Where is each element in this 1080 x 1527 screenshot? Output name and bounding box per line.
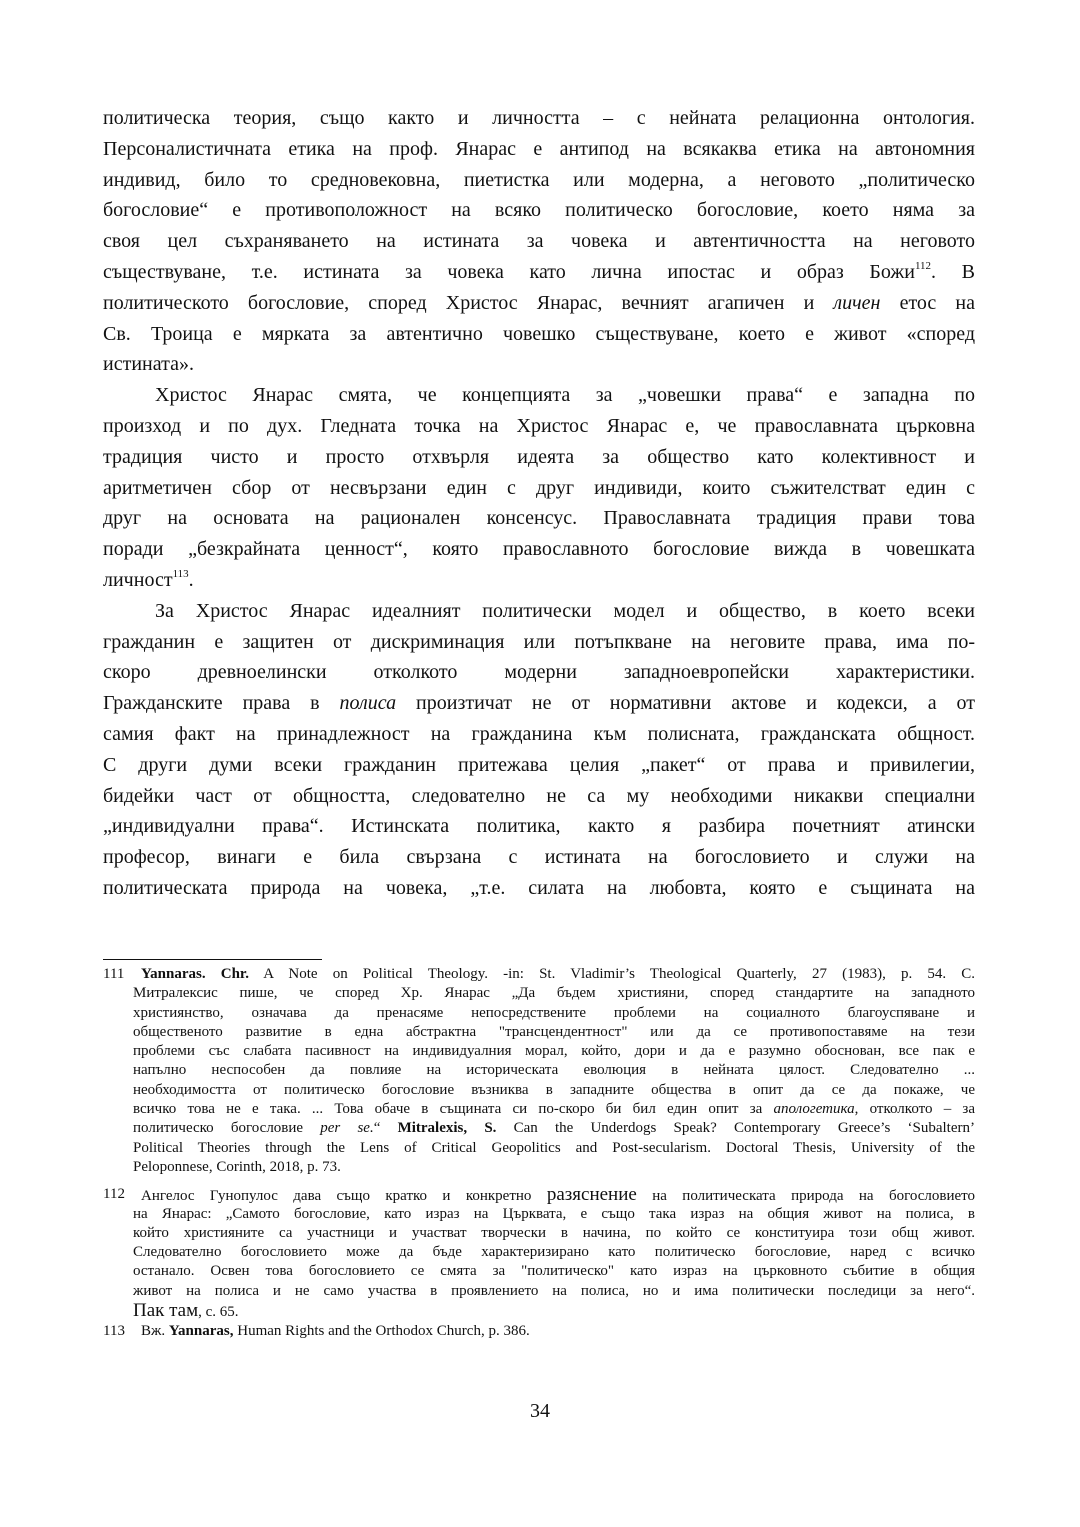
text-line (133, 984, 975, 1003)
text-segment: професор, винаги е била свързана с истината на богословието и служи на (103, 846, 975, 869)
text-line (133, 965, 975, 984)
text-segment: своя цел съхраняването на истината за човека и автентичността на неговото (103, 230, 975, 253)
text-segment: Следователно богословието може да бъде характеризирано като политическо богословие, наред с всичко (133, 1244, 975, 1261)
footnote (103, 1185, 975, 1320)
text-segment: Can the Underdogs Speak? Contemporary Greece’s ‘Subaltern’ (496, 1120, 975, 1137)
text-line (103, 319, 975, 350)
text-segment: богословие“ е противоположност на всяко политическо богословие, което няма за (103, 199, 975, 222)
text-line (133, 1224, 975, 1243)
text-line (103, 257, 975, 288)
text-segment: Political Theories through the Lens of Critical Geopolitics and Post-secularism. Doctoral Thesis, University of the (133, 1139, 975, 1156)
paragraph (103, 596, 975, 904)
text-segment: традиция чисто и просто отхвърля идеята за общество като колективност и (103, 445, 975, 468)
text-line (133, 1205, 975, 1224)
text-segment: самия факт на принадлежност на гражданина към полисната, гражданската общност. (103, 722, 975, 745)
text-line (133, 1185, 975, 1204)
text-segment: Human Rights and the Orthodox Church, p. 386. (233, 1323, 530, 1340)
text-line (133, 1119, 975, 1138)
text-line (133, 1262, 975, 1281)
footnote-reference[interactable]: 112 (914, 259, 932, 272)
italic-text: per se. (320, 1120, 374, 1137)
text-segment: разяснение (546, 1184, 637, 1206)
text-segment: живот на полиса и не само участва в проявлението на полиса, но и има политически последици за него“. (133, 1282, 975, 1299)
text-segment: За Христос Янарас идеалният политически модел и общество, в което всеки (155, 599, 975, 622)
text-line (133, 1023, 975, 1042)
text-segment: Христос Янарас смята, че концепцията за „човешки права“ е западна по (155, 384, 975, 407)
text-segment: . (188, 568, 194, 591)
text-segment: проблеми със слабата пасивност на индивидуалния морал, който, дори и да е разумно обоснован, все пак е (133, 1043, 975, 1060)
text-line (103, 103, 975, 134)
text-segment: всичко това не е така. ... Това обаче в същината си по-скоро би бил един опит за (133, 1101, 774, 1118)
text-segment: Митралексис пише, че според Хр. Янарас „Да бъдем християни, според стандартите на западното (133, 985, 975, 1002)
text-segment: поради „безкрайната ценност“, която православното богословие вижда в човешката (103, 538, 975, 561)
text-segment: напълно неспособен да повлияе на историческата еволюция в нейната цялост. Следователно ... (133, 1062, 975, 1079)
text-line (133, 1243, 975, 1262)
footnote (103, 965, 975, 1177)
text-segment: индивид, било то средновековна, пиетистка или модерна, а неговото „политическо (103, 168, 975, 191)
text-line (103, 657, 975, 688)
body-text (103, 103, 975, 904)
text-segment: Ангелос Гунопулос дава също кратко и конкретно (141, 1188, 547, 1205)
text-segment: друг на основата на рационален консенсус. Православната традиция прави това (103, 507, 975, 530)
text-segment: произтичат не от нормативни актове и кодекси, а от (396, 692, 975, 715)
italic-text: полиса (339, 692, 397, 715)
text-line (133, 1158, 975, 1177)
text-segment: Св. Троица е мярката за автентично човешко съществуване, което е живот «според (103, 322, 975, 345)
text-segment: A Note on Political Theology. -in: St. Vladimir’s Theological Quarterly, 27 (1983), p. 54. С. (248, 966, 975, 982)
text-segment: „индивидуални права“. Истинската политика, както я разбира почетният атински (103, 815, 975, 838)
text-segment: бидейки част от общността, следователно не са му необходими никакви специални (103, 784, 975, 807)
text-line (133, 1042, 975, 1061)
text-line (133, 1081, 975, 1100)
footnote (103, 1322, 975, 1341)
text-segment: на Янарас: „Самото богословие, като израз на Църквата, е също така израз на общия живот на полиса, в (133, 1205, 975, 1222)
text-segment: на политическата природа на богословието (636, 1188, 976, 1205)
text-segment: аритметичен сбор от несвързани един с друг индивиди, които съжителстват един с (103, 476, 975, 499)
bold-text: Yannaras, (168, 1323, 234, 1340)
bold-text: Mitralexis, S. (397, 1120, 497, 1137)
text-segment: . В (931, 260, 975, 283)
text-line (103, 873, 975, 904)
text-line (103, 534, 975, 565)
text-line (133, 1004, 975, 1023)
footnote-reference[interactable]: 113 (172, 567, 189, 580)
text-line (103, 781, 975, 812)
text-line (103, 473, 975, 504)
text-line (103, 349, 975, 380)
page-number: 34 (530, 1400, 550, 1422)
text-segment: личност (103, 568, 173, 591)
text-line (103, 750, 975, 781)
text-segment: политическа теория, също както и личността – с нейната релационна онтология. (103, 107, 975, 129)
text-segment: политическо богословие (133, 1120, 321, 1137)
footnote-separator (103, 959, 322, 960)
text-segment: Вж. (141, 1323, 169, 1340)
text-line (103, 411, 975, 442)
text-line (133, 1301, 975, 1320)
bold-text: Yannaras. Chr. (141, 966, 249, 982)
text-segment: истината». (103, 353, 194, 376)
italic-text: апологетика (773, 1101, 855, 1118)
paragraph (103, 380, 975, 596)
text-segment: гражданин е защитен от дискриминация или потъпкване на неговите права, има по- (103, 630, 975, 653)
text-segment: който християните са участници и участват творчески в начина, по който се конституира този общ живот. (133, 1224, 975, 1241)
text-line (103, 627, 975, 658)
footnote-number: 111 (103, 966, 125, 982)
text-line (103, 842, 975, 873)
text-line (103, 565, 975, 596)
text-line (103, 134, 975, 165)
italic-text: личен (833, 291, 881, 314)
text-segment: произход и по дух. Гледната точка на Христос Янарас е, че православната църковна (103, 414, 975, 437)
text-line (103, 688, 975, 719)
text-segment: необходимостта от политическо богословие възниква в западните общества в опит да се да покаже, че (133, 1081, 975, 1098)
text-line (133, 1139, 975, 1158)
text-segment: “ (373, 1120, 398, 1137)
text-line (103, 380, 975, 411)
text-segment: Пак там (133, 1300, 199, 1322)
text-segment: Гражданските права в (103, 692, 340, 715)
text-segment: общественото развитие в една абстрактна "трансцендентност" или да се противопоставяме на тези (133, 1023, 975, 1040)
text-line (133, 1100, 975, 1119)
text-line (103, 288, 975, 319)
text-line (103, 442, 975, 473)
text-segment: политическото богословие, според Христос Янарас, вечният агапичен и (103, 291, 834, 314)
text-segment: политическата природа на човека, „т.е. силата на любовта, която е същината на (103, 876, 975, 899)
footnotes (103, 965, 975, 1344)
text-segment: скоро древноелински отколкото модерни западноевропейски характеристики. (103, 661, 975, 684)
text-segment: съществуване, т.е. истината за човека като лична ипостас и образ Божи (103, 260, 915, 283)
text-line (133, 1061, 975, 1080)
text-segment: християнство, означава да пренасяме непосредствените проблеми на социалното благоуспяване и (133, 1004, 975, 1021)
text-segment: етос на (880, 291, 975, 314)
text-line (103, 503, 975, 534)
paragraph (103, 103, 975, 380)
text-line (103, 596, 975, 627)
text-line (103, 195, 975, 226)
text-segment: , с. 65. (198, 1304, 239, 1321)
text-segment: Персоналистичната етика на проф. Янарас е антипод на всякаква етика на автономния (103, 137, 975, 160)
text-segment: С други думи всеки гражданин притежава целия „пакет“ от права и привилегии, (103, 753, 975, 776)
footnote-number: 112 (103, 1186, 125, 1203)
text-line (133, 1322, 975, 1341)
text-segment: останало. Освен това богословието се смята за "политическо" като израз на църковното събитие в общия (133, 1263, 975, 1280)
text-line (103, 811, 975, 842)
text-line (103, 226, 975, 257)
footnote-number: 113 (103, 1323, 125, 1340)
text-line (103, 719, 975, 750)
text-line (103, 165, 975, 196)
text-segment: Peloponnese, Corinth, 2018, p. 73. (133, 1158, 341, 1175)
text-line (133, 1282, 975, 1301)
text-segment: , отколкото – за (854, 1101, 975, 1118)
